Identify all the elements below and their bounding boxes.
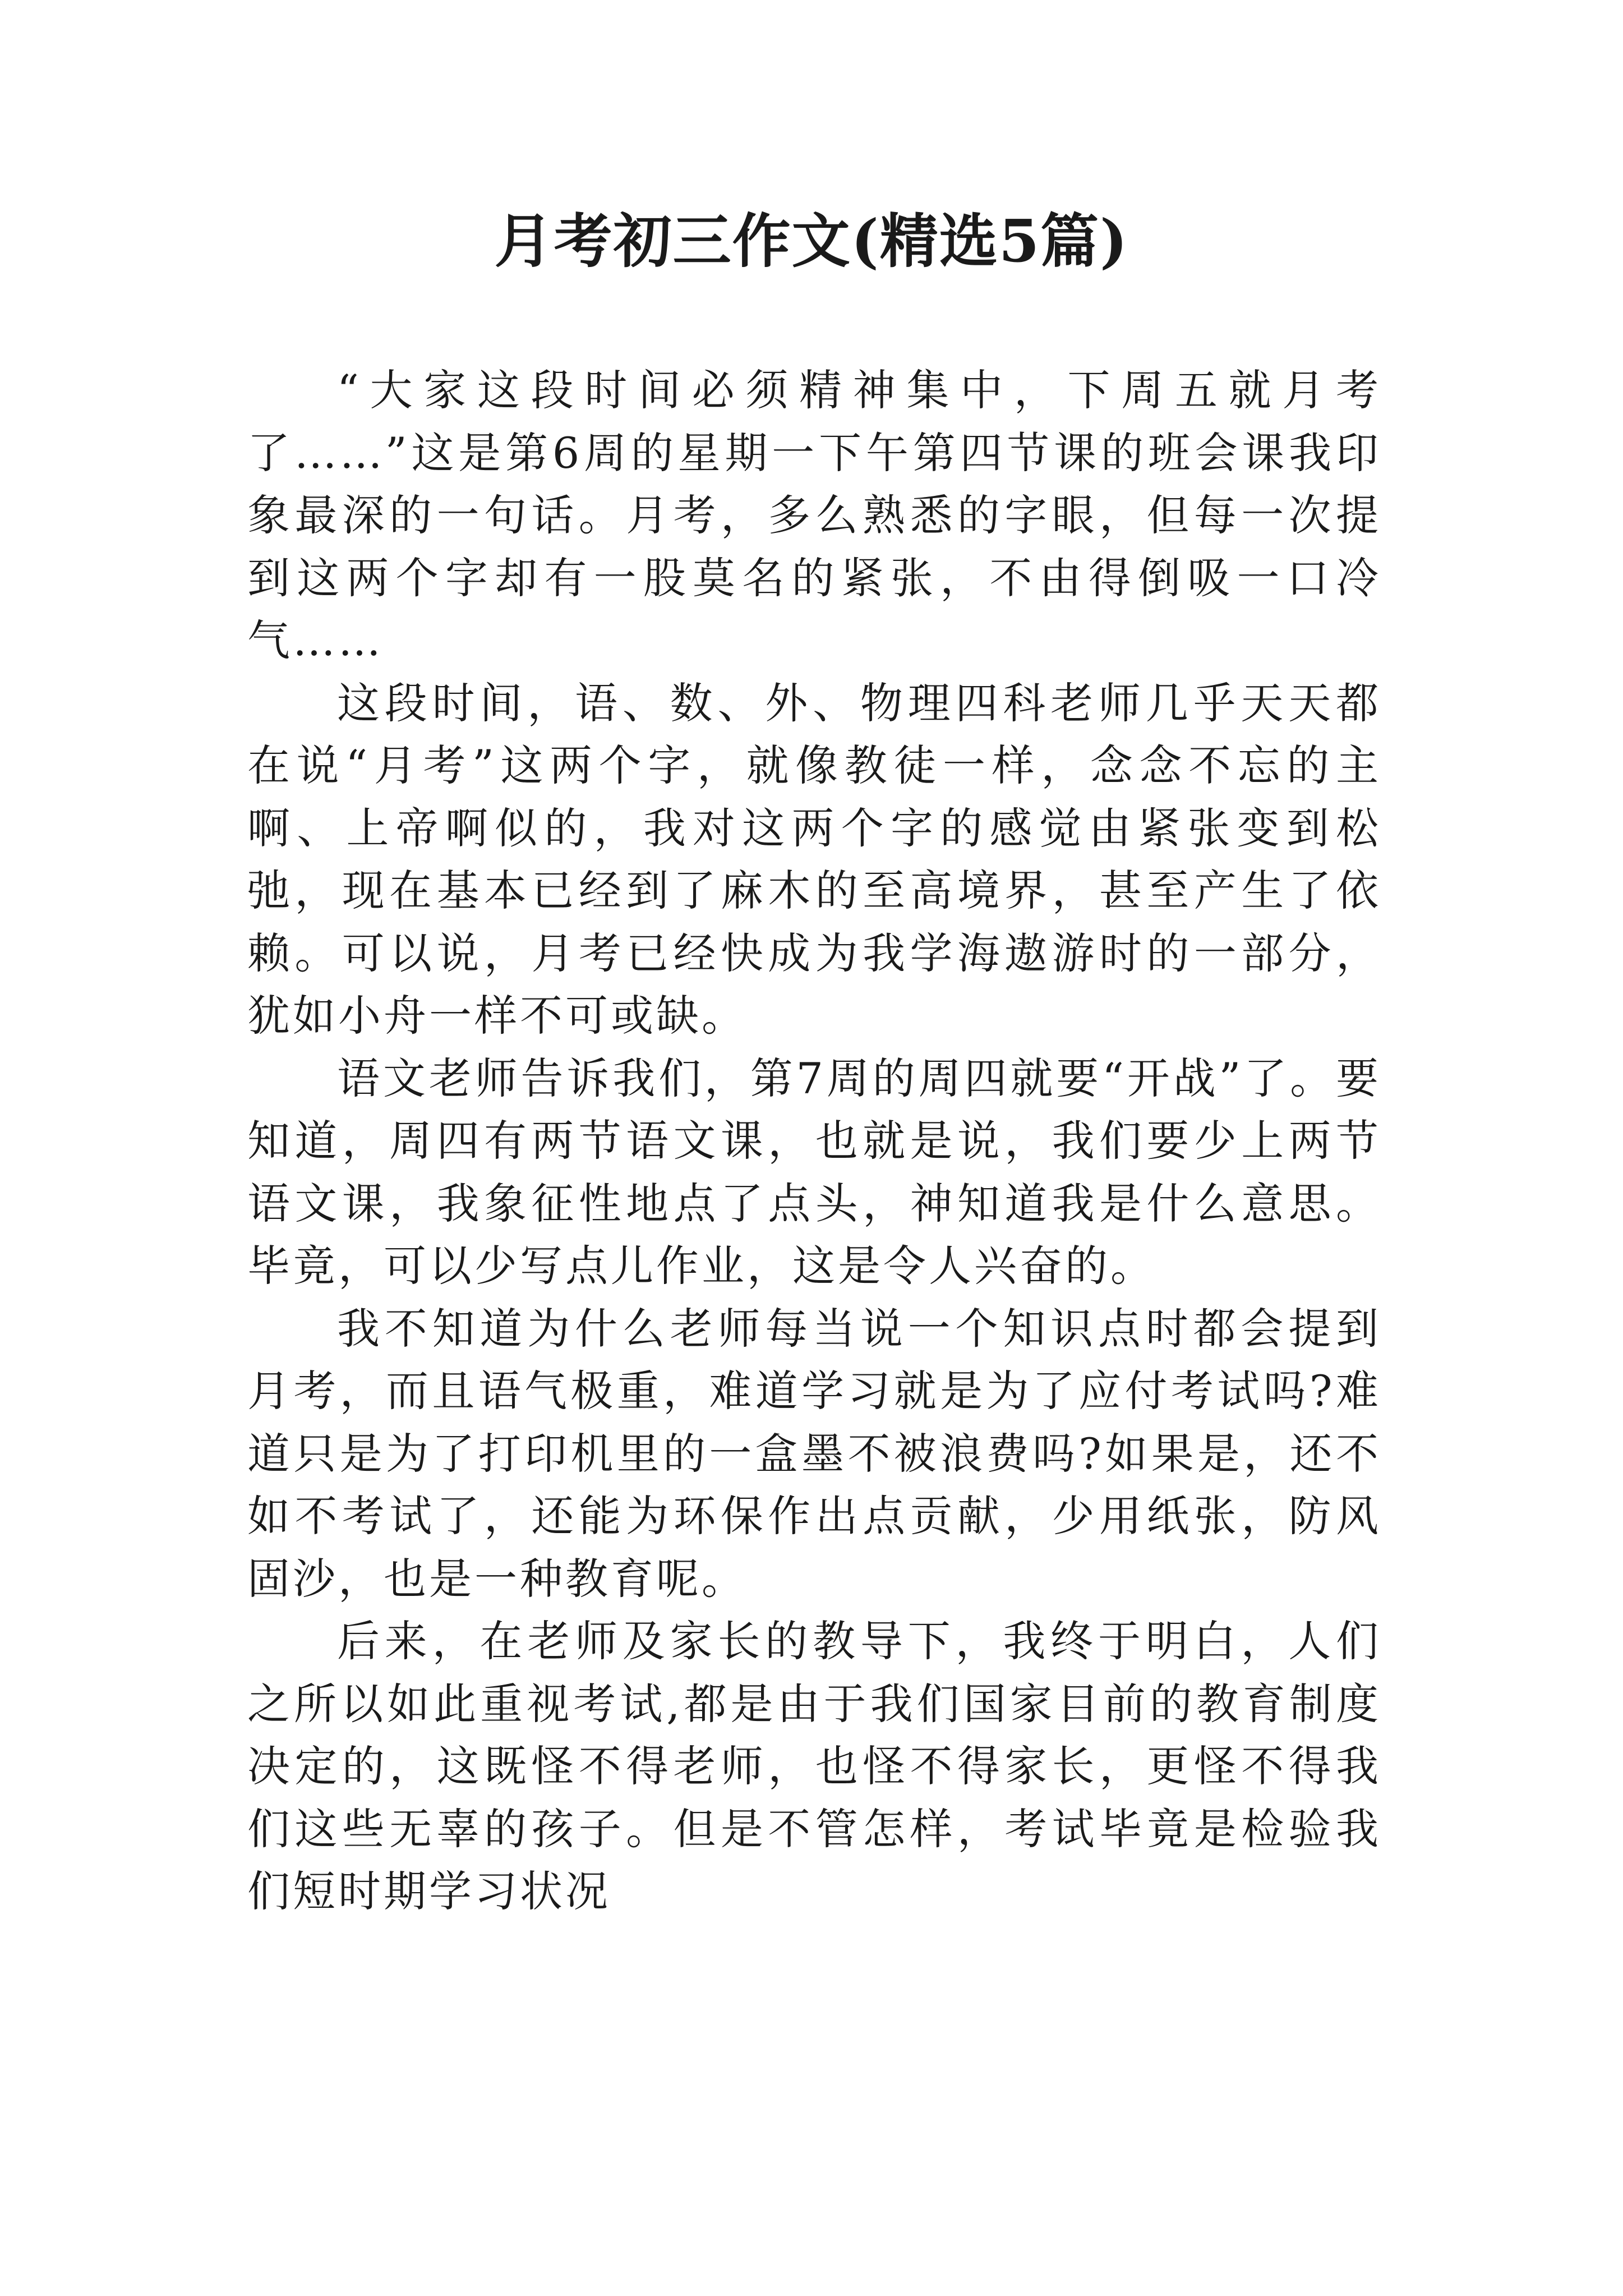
- paragraph-1: “大家这段时间必须精神集中，下周五就月考了……”这是第6周的星期一下午第四节课的班会课我印象最深的一句话。月考，多么熟悉的字眼，但每一次提到这两个字却有一股莫名的紧张，不由得倒吸一口冷气……: [247, 365, 1381, 665]
- paragraph-2: 这段时间，语、数、外、物理四科老师几乎天天都在说“月考”这两个字，就像教徒一样，念念不忘的主啊、上帝啊似的，我对这两个字的感觉由紧张变到松弛，现在基本已经到了麻木的至高境界，甚至产生了依赖。可以说，月考已经快成为我学海遨游时的一部分，犹如小舟一样不可或缺。: [247, 678, 1381, 1041]
- paragraph-4: 我不知道为什么老师每当说一个知识点时都会提到月考，而且语气极重，难道学习就是为了应付考试吗?难道只是为了打印机里的一盒墨不被浪费吗?如果是，还不如不考试了，还能为环保作出点贡献，少用纸张，防风固沙，也是一种教育呢。: [247, 1303, 1381, 1604]
- paragraph-3: 语文老师告诉我们，第7周的周四就要“开战”了。要知道，周四有两节语文课，也就是说，我们要少上两节语文课，我象征性地点了点头，神知道我是什么意思。毕竟，可以少写点儿作业，这是令人兴奋的。: [247, 1053, 1381, 1291]
- document-title: 月考初三作文(精选5篇): [494, 206, 1129, 275]
- document-body: [247, 359, 1381, 1923]
- paragraph-5: 后来，在老师及家长的教导下，我终于明白，人们之所以如此重视考试,都是由于我们国家目前的教育制度决定的，这既怪不得老师，也怪不得家长，更怪不得我们这些无辜的孩子。但是不管怎样，考试毕竟是检验我们短时期学习状况: [247, 1616, 1381, 1916]
